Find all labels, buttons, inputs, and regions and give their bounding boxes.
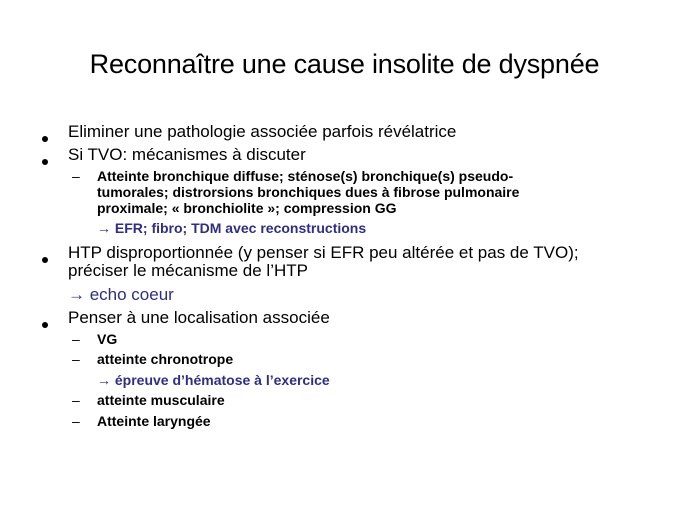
sub-bullet-atteinte-bronchique-line3: proximale; « bronchiolite »; compression GG bbox=[97, 200, 397, 216]
arrow-epreuve-hematose: → épreuve d’hématose à l’exercice bbox=[97, 372, 330, 388]
sub-bullet-musculaire: atteinte musculaire bbox=[97, 392, 225, 408]
bullet-htp-line1: HTP disproportionnée (y penser si EFR peu altérée et pas de TVO); bbox=[68, 243, 579, 262]
bullet-htp-line2: préciser le mécanisme de l’HTP bbox=[68, 261, 308, 280]
sub-bullet-dash: – bbox=[72, 351, 80, 367]
bullet-dot bbox=[42, 129, 48, 147]
slide-title: Reconnaître une cause insolite de dyspnée bbox=[89, 49, 600, 79]
sub-bullet-atteinte-bronchique-line2: tumorales; distrorsions bronchiques dues à fibrose pulmonaire bbox=[97, 184, 520, 200]
bullet-dot bbox=[42, 152, 48, 170]
sub-bullet-dash: – bbox=[72, 392, 80, 408]
bullet-dot bbox=[42, 315, 48, 333]
bullet-si-tvo: Si TVO: mécanismes à discuter bbox=[68, 145, 306, 164]
sub-bullet-laryngee: Atteinte laryngée bbox=[97, 413, 211, 429]
sub-bullet-chronotrope: atteinte chronotrope bbox=[97, 351, 234, 367]
arrow-efr-fibro-tdm: → EFR; fibro; TDM avec reconstructions bbox=[97, 220, 367, 236]
sub-bullet-vg: VG bbox=[97, 331, 118, 347]
sub-bullet-dash: – bbox=[72, 331, 80, 347]
bullet-dot bbox=[42, 250, 48, 268]
bullet-eliminer: Eliminer une pathologie associée parfois révélatrice bbox=[68, 122, 457, 141]
sub-bullet-atteinte-bronchique-line1: Atteinte bronchique diffuse; sténose(s) bronchique(s) pseudo- bbox=[97, 168, 514, 184]
sub-bullet-dash: – bbox=[72, 168, 80, 184]
arrow-echo-coeur: → echo coeur bbox=[68, 285, 174, 304]
sub-bullet-dash: – bbox=[72, 413, 80, 429]
bullet-localisation-associee: Penser à une localisation associée bbox=[68, 308, 330, 327]
